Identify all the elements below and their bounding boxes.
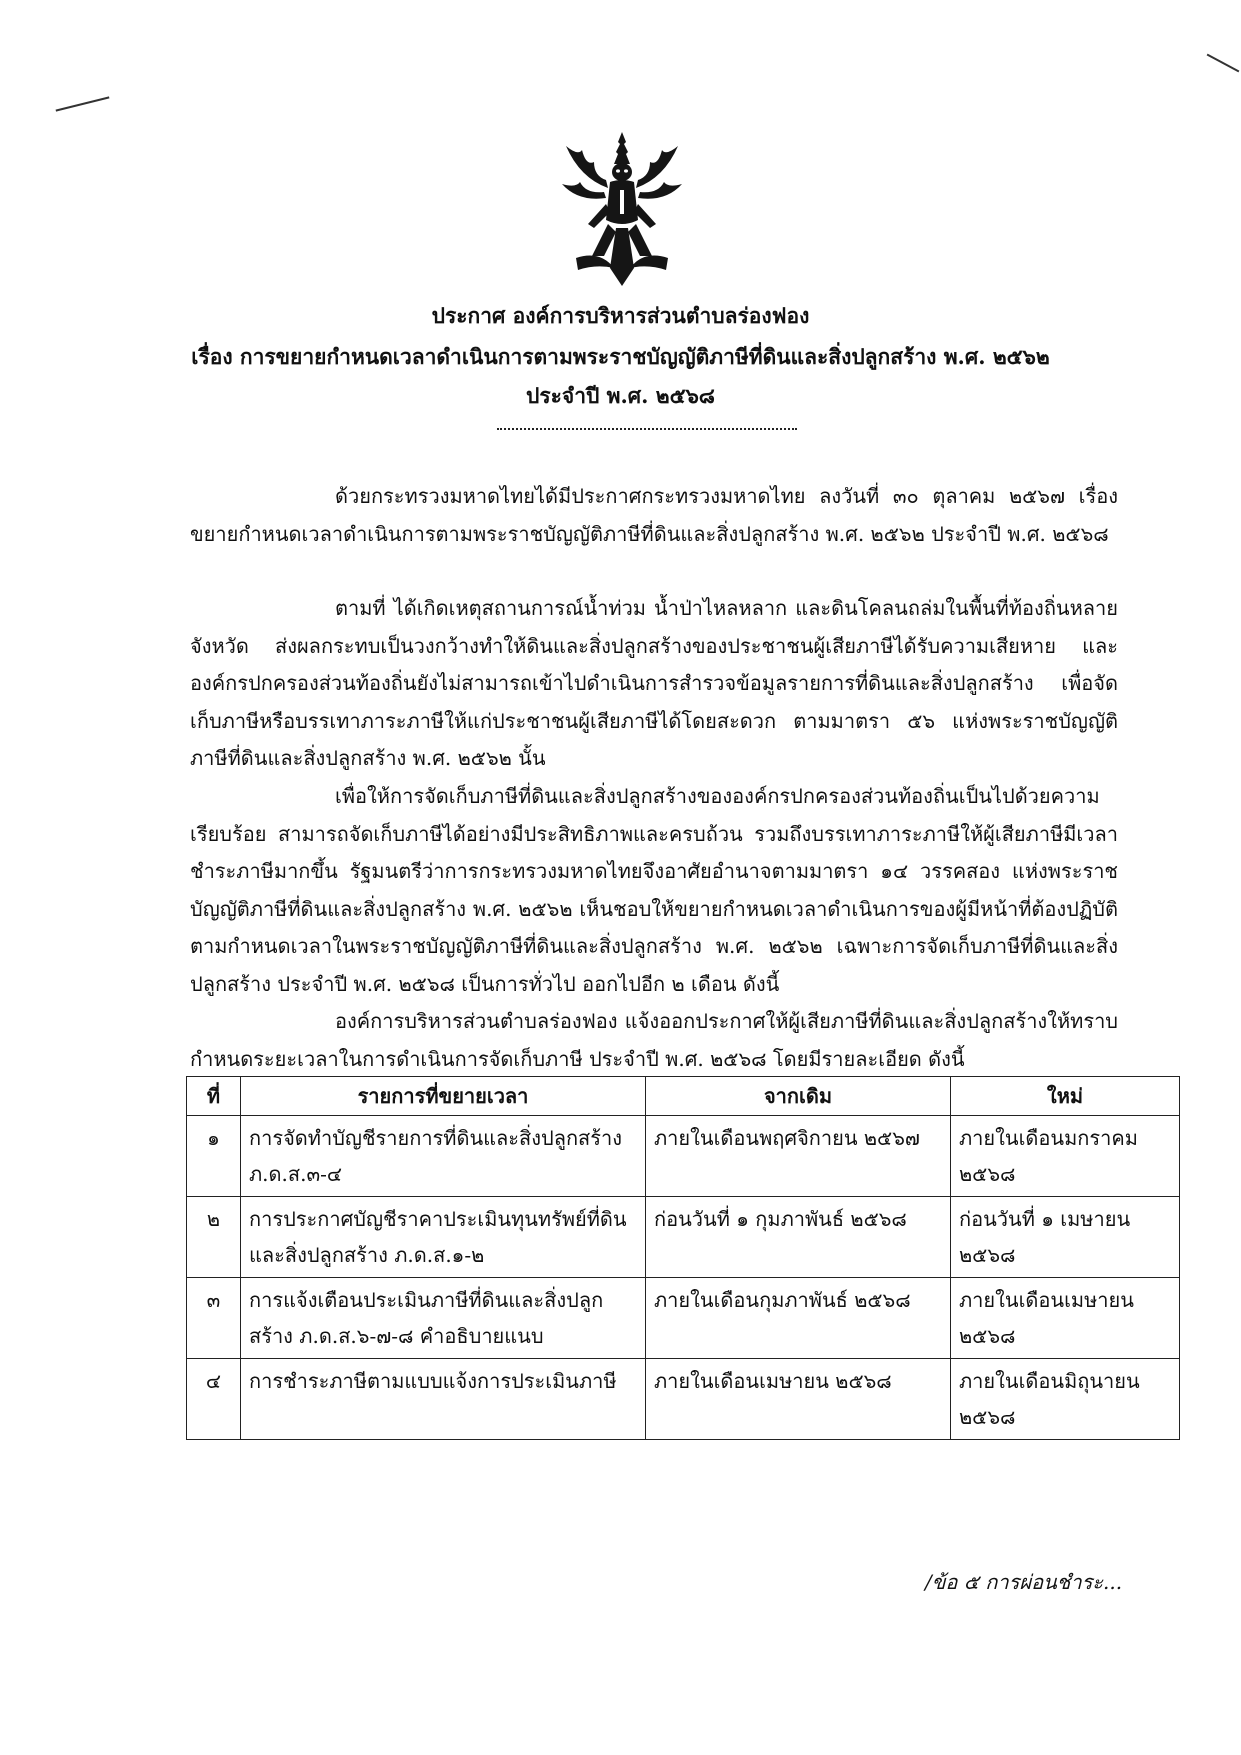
header-original: จากเดิม (646, 1077, 951, 1116)
row-item: การจัดทำบัญชีรายการที่ดินและสิ่งปลูกสร้าง ภ.ด.ส.๓-๔ (241, 1116, 646, 1197)
row-original: ภายในเดือนเมษายน ๒๕๖๘ (646, 1359, 951, 1440)
paragraph-4 (190, 1003, 1118, 1078)
row-no: ๑ (187, 1116, 241, 1197)
paragraph-2-text: ตามที่ ได้เกิดเหตุสถานการณ์น้ำท่วม น้ำป่าไหลหลาก และดินโคลนถล่มในพื้นที่ท้องถิ่นหลายจังหวัด ส่งผลกระทบเป็นวงกว้างทำให้ดินและสิ่งปลูกสร้างของประชาชนผู้เสียภาษีได้รับความเสียหาย และองค์กรปกครองส่วนท้องถิ่นยังไม่สามารถเข้าไปดำเนินการสำรวจข้อมูลรายการที่ดินและสิ่งปลูกสร้าง เพื่อจัดเก็บภาษีหรือบรรเทาภาระภาษีให้แก่ประชาชนผู้เสียภาษีได้โดยสะดวก ตามมาตรา ๕๖ แห่งพระราชบัญญัติภาษีที่ดินและสิ่งปลูกสร้าง พ.ศ. ๒๕๖๒ นั้น (190, 596, 1118, 770)
row-original: ก่อนวันที่ ๑ กุมภาพันธ์ ๒๕๖๘ (646, 1197, 951, 1278)
scan-mark-left (56, 96, 110, 111)
header-item: รายการที่ขยายเวลา (241, 1077, 646, 1116)
announcement-year: ประจำปี พ.ศ. ๒๕๖๘ (526, 383, 715, 408)
paragraph-1 (190, 478, 1118, 553)
paragraph-4-text: องค์การบริหารส่วนตำบลร่องฟอง แจ้งออกประกาศให้ผู้เสียภาษีที่ดินและสิ่งปลูกสร้างให้ทราบกำหนดระยะเวลาในการดำเนินการจัดเก็บภาษี ประจำปี พ.ศ. ๒๕๖๘ โดยมีรายละเอียด ดังนี้ (190, 1009, 1118, 1071)
paragraph-3 (190, 778, 1118, 1003)
header-no: ที่ (187, 1077, 241, 1116)
table-row (187, 1359, 1180, 1440)
continuation-note: /ข้อ ๕ การผ่อนชำระ... (925, 1570, 1123, 1594)
row-original: ภายในเดือนพฤศจิกายน ๒๕๖๗ (646, 1116, 951, 1197)
row-new: ก่อนวันที่ ๑ เมษายน ๒๕๖๘ (951, 1197, 1180, 1278)
schedule-table (186, 1076, 1180, 1440)
row-item: การแจ้งเตือนประเมินภาษีที่ดินและสิ่งปลูกสร้าง ภ.ด.ส.๖-๗-๘ คำอธิบายแนบ (241, 1278, 646, 1359)
table-row (187, 1278, 1180, 1359)
row-new: ภายในเดือนมกราคม ๒๕๖๘ (951, 1116, 1180, 1197)
paragraph-3-text: เพื่อให้การจัดเก็บภาษีที่ดินและสิ่งปลูกสร้างขององค์กรปกครองส่วนท้องถิ่นเป็นไปด้วยความเรียบร้อย สามารถจัดเก็บภาษีได้อย่างมีประสิทธิภาพและครบถ้วน รวมถึงบรรเทาภาระภาษีให้ผู้เสียภาษีมีเวลาชำระภาษีมากขึ้น รัฐมนตรีว่าการกระทรวงมหาดไทยจึงอาศัยอำนาจตามมาตรา ๑๔ วรรคสอง แห่งพระราชบัญญัติภาษีที่ดินและสิ่งปลูกสร้าง พ.ศ. ๒๕๖๒ เห็นชอบให้ขยายกำหนดเวลาดำเนินการของผู้มีหน้าที่ต้องปฏิบัติตามกำหนดเวลาในพระราชบัญญัติภาษีที่ดินและสิ่งปลูกสร้าง พ.ศ. ๒๕๖๒ เฉพาะการจัดเก็บภาษีที่ดินและสิ่งปลูกสร้าง ประจำปี พ.ศ. ๒๕๖๘ เป็นการทั่วไป ออกไปอีก ๒ เดือน ดังนี้ (190, 784, 1118, 996)
row-new: ภายในเดือนมิถุนายน ๒๕๖๘ (951, 1359, 1180, 1440)
row-new: ภายในเดือนเมษายน ๒๕๖๘ (951, 1278, 1180, 1359)
announcement-title: ประกาศ องค์การบริหารส่วนตำบลร่องฟอง (431, 303, 810, 328)
row-item: การชำระภาษีตามแบบแจ้งการประเมินภาษี (241, 1359, 646, 1440)
header-new: ใหม่ (951, 1077, 1180, 1116)
row-no: ๔ (187, 1359, 241, 1440)
row-original: ภายในเดือนกุมภาพันธ์ ๒๕๖๘ (646, 1278, 951, 1359)
row-item: การประกาศบัญชีราคาประเมินทุนทรัพย์ที่ดินและสิ่งปลูกสร้าง ภ.ด.ส.๑-๒ (241, 1197, 646, 1278)
paragraph-2 (190, 590, 1118, 778)
scan-mark-right (1207, 54, 1240, 73)
garuda-emblem-icon (560, 128, 685, 293)
row-no: ๒ (187, 1197, 241, 1278)
dotted-separator (497, 428, 797, 430)
table-header-row (187, 1077, 1180, 1116)
row-no: ๓ (187, 1278, 241, 1359)
announcement-subject: เรื่อง การขยายกำหนดเวลาดำเนินการตามพระราชบัญญัติภาษีที่ดินและสิ่งปลูกสร้าง พ.ศ. ๒๕๖๒ (191, 344, 1050, 369)
table-row (187, 1116, 1180, 1197)
table-row (187, 1197, 1180, 1278)
paragraph-1-text: ด้วยกระทรวงมหาดไทยได้มีประกาศกระทรวงมหาดไทย ลงวันที่ ๓๐ ตุลาคม ๒๕๖๗ เรื่องขยายกำหนดเวลาดำเนินการตามพระราชบัญญัติภาษีที่ดินและสิ่งปลูกสร้าง พ.ศ. ๒๕๖๒ ประจำปี พ.ศ. ๒๕๖๘ (190, 484, 1118, 546)
